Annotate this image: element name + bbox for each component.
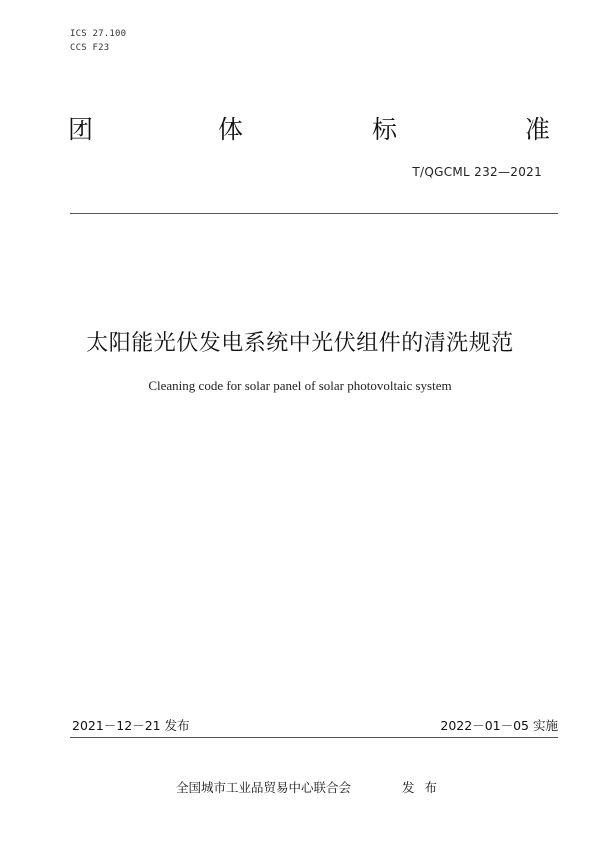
issue-date: 2021－12－21 发布: [72, 718, 190, 733]
ccs-code: CCS F23: [70, 43, 110, 53]
ics-code: ICS 27.100: [70, 29, 127, 39]
publish-label: 发布: [402, 780, 448, 795]
header-char-1: 团: [68, 115, 94, 144]
top-divider: [70, 213, 558, 214]
standard-number: T/QGCML 232—2021: [412, 165, 542, 179]
header-char-3: 标: [372, 115, 398, 144]
document-title-chinese: 太阳能光伏发电系统中光伏组件的清洗规范: [86, 331, 514, 356]
publisher-name: 全国城市工业品贸易中心联合会: [176, 780, 352, 795]
header-char-4: 准: [525, 115, 551, 144]
bottom-divider: [70, 737, 558, 738]
header-char-2: 体: [218, 115, 244, 144]
document-title-english: Cleaning code for solar panel of solar photovoltaic system: [148, 378, 452, 393]
implementation-date: 2022－01－05 实施: [440, 718, 558, 733]
